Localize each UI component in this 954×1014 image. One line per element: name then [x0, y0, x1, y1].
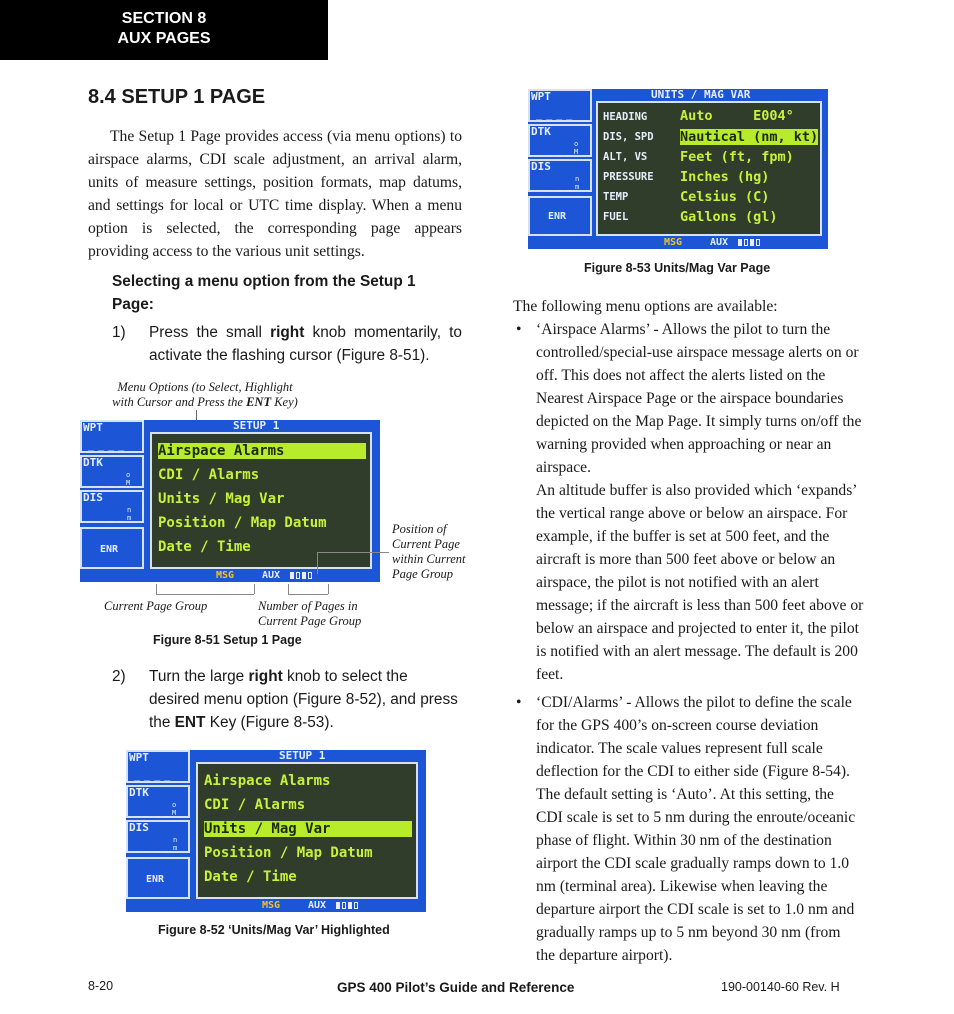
dis-label: DIS — [531, 160, 551, 173]
aux-page-group: AUX — [710, 237, 729, 248]
wpt-value: _ _ _ _ — [536, 109, 572, 120]
dis-value: _ _ _ _ — [88, 511, 124, 522]
dtk-unit: o M — [172, 801, 177, 817]
altitude-buffer-description: An altitude buffer is also provided which ‘expands’ the vertical range above or below an airspace. For example, if the buffer is set at 500 feet, and the aircraft is more than 500 feet above or below an airspace, the pilot is not notified with an alert message; if the aircraft is less than 500 feet above or below an airspace and projected to enter it, the pilot is notified with an alert message. The default is 200 feet. — [536, 482, 864, 683]
setup1-highlighted-screen — [126, 750, 426, 912]
group-bracket-left — [156, 584, 157, 594]
intro-paragraph: The Setup 1 Page provides access (via menu options) to airspace alarms, CDI scale adjustment, an arrival alarm, units of measure settings, position formats, map datums, and settings for local or UTC time display. When a menu option is selected, the corresponding page appears providing access to the various unit settings. — [88, 128, 462, 260]
menu-item-position-map-datum[interactable]: Position / Map Datum — [204, 845, 373, 861]
dtk-label: DTK — [129, 786, 149, 799]
dis-label: DIS — [83, 491, 103, 504]
pressure-value[interactable]: Inches (hg) — [680, 169, 770, 185]
step1-number: 1) — [112, 324, 126, 341]
airspace-alarms-description: ‘Airspace Alarms’ - Allows the pilot to turn the controlled/special-use airspace message alerts on or off. This does not affect the alerts listed on the Nearest Airspace Page or the airspace boundaries depicted on the Map Page. It simply turns on/off the warning provided when approaching or near an airspace. — [536, 321, 862, 476]
alt-vs-label: ALT, VS — [603, 151, 648, 163]
menu-item-date-time[interactable]: Date / Time — [158, 539, 251, 555]
figure-8-51-caption: Figure 8-51 Setup 1 Page — [153, 633, 302, 647]
temp-label: TEMP — [603, 191, 629, 203]
dtk-value: _ _ _ _ — [536, 145, 572, 156]
enr-label: ENR — [146, 874, 165, 885]
page-indicator — [336, 902, 358, 909]
guide-title: GPS 400 Pilot’s Guide and Reference — [337, 980, 575, 995]
dtk-value: _ _ _ _ — [88, 476, 124, 487]
fuel-label: FUEL — [603, 211, 629, 223]
dis-unit: n m — [127, 506, 132, 522]
dis-value: _ _ _ _ — [134, 841, 170, 852]
msg-annunciator: MSG — [216, 570, 235, 581]
dtk-value: _ _ _ _ — [134, 806, 170, 817]
fuel-value[interactable]: Gallons (gl) — [680, 209, 778, 225]
dis-spd-label: DIS, SPD — [603, 131, 654, 143]
msg-annunciator: MSG — [664, 237, 683, 248]
msg-annunciator: MSG — [262, 900, 281, 911]
enr-label: ENR — [100, 544, 119, 555]
units-mag-var-screen — [528, 89, 828, 249]
step1-text: Press the small right knob momentarily, to activate the flashing cursor (Figure 8-51). — [149, 324, 462, 364]
enr-label: ENR — [548, 211, 567, 222]
page-indicator — [290, 572, 312, 579]
menu-item-airspace-alarms[interactable]: Airspace Alarms — [204, 773, 331, 789]
position-leader-v — [317, 552, 318, 574]
menu-item-airspace-alarms[interactable]: Airspace Alarms — [158, 443, 366, 459]
menu-item-units-mag-var[interactable]: Units / Mag Var — [158, 491, 285, 507]
wpt-label: WPT — [83, 421, 103, 434]
pages-bracket-left — [288, 584, 289, 594]
section-tab — [0, 0, 328, 60]
document-number: 190-00140-60 Rev. H — [721, 980, 840, 994]
dis-unit: n m — [173, 836, 178, 852]
procedure-title: Selecting a menu option from the Setup 1 Page: — [112, 273, 416, 313]
wpt-label: WPT — [531, 90, 551, 103]
menu-item-position-map-datum[interactable]: Position / Map Datum — [158, 515, 327, 531]
bullet-1-marker: • — [516, 321, 522, 338]
position-leader-h — [317, 552, 389, 553]
step2-text: Turn the large right knob to select the desired menu option (Figure 8-52), and press the ENT Key (Figure 8-53). — [149, 668, 458, 731]
group-bracket-bottom — [156, 594, 254, 595]
screen-title: UNITS / MAG VAR — [651, 89, 751, 101]
pages-bracket-right — [328, 584, 329, 594]
position-annotation: Position of Current Page within Current Page Group — [392, 522, 466, 581]
current-group-annotation: Current Page Group — [104, 599, 208, 613]
alt-vs-value[interactable]: Feet (ft, fpm) — [680, 149, 794, 165]
menu-item-date-time[interactable]: Date / Time — [204, 869, 297, 885]
dtk-label: DTK — [531, 125, 551, 138]
section-label: SECTION 8 — [121, 10, 207, 27]
bullet-2-marker: • — [516, 694, 522, 711]
wpt-value: _ _ _ _ — [134, 770, 170, 781]
dtk-label: DTK — [83, 456, 103, 469]
menu-item-cdi-alarms[interactable]: CDI / Alarms — [204, 797, 306, 813]
dis-label: DIS — [129, 821, 149, 834]
heading-value[interactable]: Auto E004° — [680, 108, 794, 124]
temp-value[interactable]: Celsius (C) — [680, 189, 770, 205]
wpt-label: WPT — [129, 751, 149, 764]
page-indicator — [738, 239, 760, 246]
wpt-value: _ _ _ _ — [88, 440, 124, 451]
page-heading: 8.4 SETUP 1 PAGE — [88, 86, 266, 108]
dis-value: _ _ _ _ — [536, 180, 572, 191]
setup1-screen — [80, 420, 380, 582]
pressure-label: PRESSURE — [603, 171, 654, 183]
screen-title: SETUP 1 — [233, 420, 280, 432]
group-bracket-right — [254, 584, 255, 594]
page-number: 8-20 — [88, 979, 114, 993]
dtk-unit: o M — [574, 140, 579, 156]
step2-number: 2) — [112, 668, 126, 685]
menu-options-annotation: Menu Options (to Select, Highlight with Cursor and Press the ENT Key) — [112, 380, 298, 409]
aux-page-group: AUX — [262, 570, 281, 581]
dtk-unit: o M — [126, 471, 131, 487]
figure-8-52-caption: Figure 8-52 ‘Units/Mag Var’ Highlighted — [158, 923, 390, 937]
menu-item-cdi-alarms[interactable]: CDI / Alarms — [158, 467, 260, 483]
aux-page-group: AUX — [308, 900, 327, 911]
section-sublabel: AUX PAGES — [117, 30, 211, 47]
dis-unit: n m — [575, 175, 580, 191]
screen-title: SETUP 1 — [279, 750, 326, 762]
heading-label: HEADING — [603, 111, 648, 123]
dis-spd-value[interactable]: Nautical (nm, kt) — [680, 129, 819, 145]
cdi-alarms-description: ‘CDI/Alarms’ - Allows the pilot to define the scale for the GPS 400’s on-screen course deviation indicator. The scale values represent full scale deflection for the CDI to either side (Figure 8-54). The default setting is ‘Auto’. At this setting, the CDI scale is set to 5 nm during the enroute/oceanic phase of flight. Within 30 nm of the destination airport the CDI scale gradually ramps down to 1.0 nm (terminal area). Likewise when leaving the departure airport the CDI scale is set to 1.0 nm and gradually ramps up to 5 nm beyond 30 nm (from the departure airport). — [536, 694, 856, 964]
pages-bracket-bottom — [288, 594, 328, 595]
options-lead: The following menu options are available: — [513, 298, 778, 315]
figure-8-53-caption: Figure 8-53 Units/Mag Var Page — [584, 261, 771, 275]
menu-item-units-mag-var[interactable]: Units / Mag Var — [204, 821, 412, 837]
num-pages-annotation: Number of Pages in Current Page Group — [258, 599, 362, 628]
